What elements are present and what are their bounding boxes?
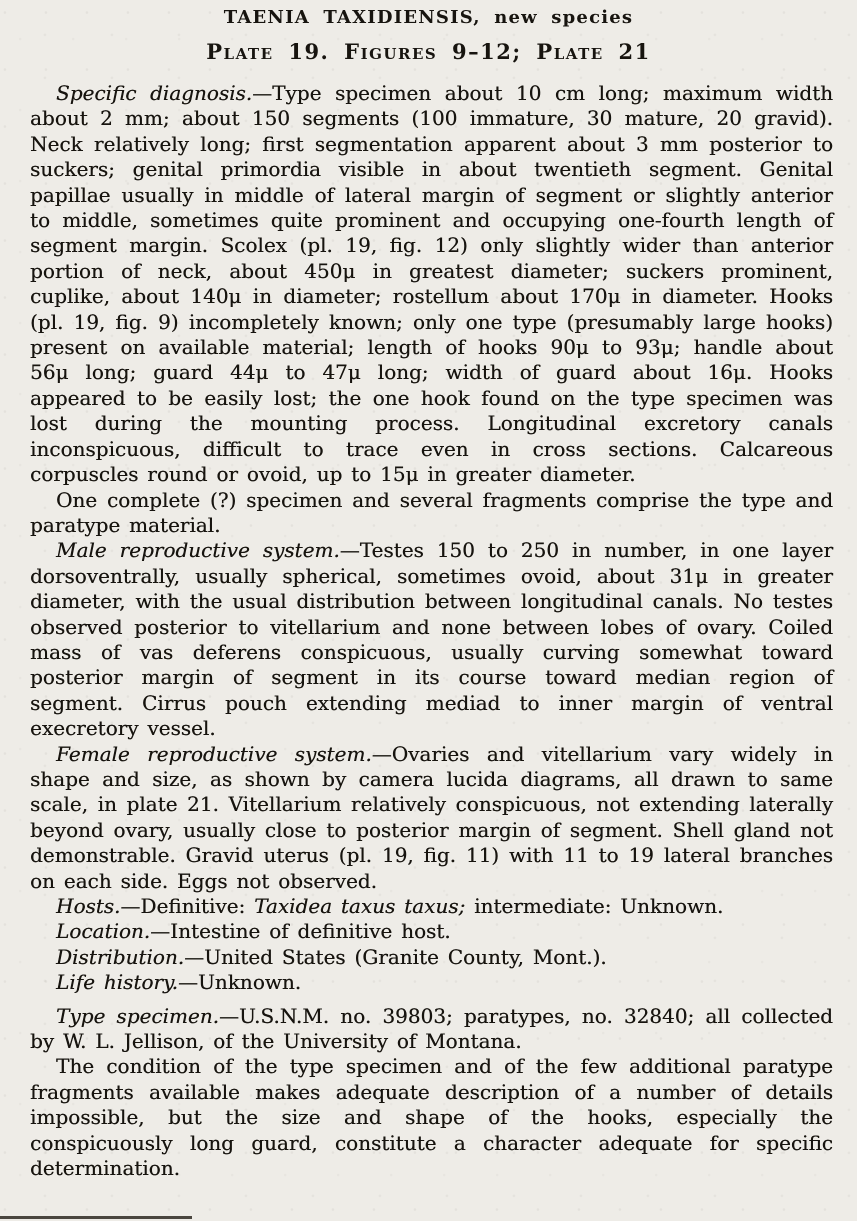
host-species-name: Taxidea taxus taxus; xyxy=(254,894,466,918)
paragraph-life-history xyxy=(30,970,833,995)
specific-diagnosis-text: —Type specimen about 10 cm long; maximum width about 2 mm; about 150 segments (100 immature, 30 mature, 20 gravid). Neck relatively long; first segmentation apparent about 3 mm posterior to suckers; genital primordia visible in about twentieth segment. Genital papillae usually in middle of lateral margin of segment or slightly anterior to middle, sometimes quite prominent and occupying one-fourth length of segment margin. Scolex (pl. 19, fig. 12) only slightly wider than anterior portion of neck, about 450μ in greatest diameter; suckers prominent, cuplike, about 140μ in diameter; rostellum about 170μ in diameter. Hooks (pl. 19, fig. 9) incompletely known; only one type (presumably large hooks) present on available material; length of hooks 90μ to 93μ; handle about 56μ long; guard 44μ to 47μ long; width of guard about 16μ. Hooks appeared to be easily lost; the one hook found on the type specimen was lost during the mounting process. Longitudinal excretory canals inconspicuous, difficult to trace even in cross sections. Calcareous corpuscles round or ovoid, up to 15μ in greater diameter. xyxy=(30,81,834,487)
life-history-lead: Life history. xyxy=(56,970,178,995)
body-text-column xyxy=(30,81,833,1181)
paragraph-material-note xyxy=(30,488,833,539)
life-history-text: —Unknown. xyxy=(177,970,302,995)
species-title: TAENIA TAXIDIENSIS, new species xyxy=(223,7,634,28)
female-system-lead: Female reproductive system. xyxy=(56,741,372,766)
hosts-lead: Hosts. xyxy=(56,894,121,918)
location-lead: Location. xyxy=(56,919,151,944)
paragraph-type-specimen xyxy=(30,1004,833,1055)
location-text: —Intestine of definitive host. xyxy=(150,919,451,944)
male-system-text: —Testes 150 to 250 in number, in one layer dorsoventrally, usually spherical, sometimes ovoid, about 31μ in greater diameter, with the usual distribution between longitudinal canals. No testes observed posterior to vitellarium and none between lobes of ovary. Coiled mass of vas deferens conspicuous, usually curving somewhat toward posterior margin of segment in its course toward median region of segment. Cirrus pouch extending mediad to inner margin of ventral execretory vessel. xyxy=(30,538,834,741)
paragraph-female-reproductive-system xyxy=(30,742,833,894)
distribution-lead: Distribution. xyxy=(56,944,185,969)
paragraph-condition-note xyxy=(30,1054,833,1181)
plate-figure-caption: Plate 19. Figures 9–12; Plate 21 xyxy=(206,39,651,64)
male-system-lead: Male reproductive system. xyxy=(56,538,340,563)
paragraph-distribution xyxy=(30,945,833,970)
distribution-text: —United States (Granite County, Mont.). xyxy=(184,944,607,969)
female-system-text: —Ovaries and vitellarium vary widely in shape and size, as shown by camera lucida diagrams, all drawn to same scale, in plate 21. Vitellarium relatively conspicuous, not extending laterally beyond ovary, usually close to posterior margin of segment. Shell gland not demonstrable. Gravid uterus (pl. 19, fig. 11) with 11 to 19 lateral branches on each side. Eggs not observed. xyxy=(30,741,833,893)
specific-diagnosis-lead: Specific diagnosis. xyxy=(56,81,253,105)
material-note-text: One complete (?) specimen and several fragments comprise the type and paratype material. xyxy=(30,487,833,537)
type-specimen-text: —U.S.N.M. no. 39803; paratypes, no. 32840; all collected by W. L. Jellison, of the University of Montana. xyxy=(30,1003,833,1054)
hosts-definitive-text: —Definitive: xyxy=(120,894,255,918)
paragraph-hosts xyxy=(30,894,833,919)
paragraph-male-reproductive-system xyxy=(30,538,833,741)
hosts-intermediate-text: intermediate: Unknown. xyxy=(465,894,724,918)
paragraph-specific-diagnosis xyxy=(30,81,833,488)
paragraph-location xyxy=(30,919,833,944)
condition-note-text: The condition of the type specimen and of the few additional paratype fragments available makes adequate description of a number of details impossible, but the size and shape of the hooks, especially the conspicuously long guard, constitute a character adequate for specific determination. xyxy=(30,1054,833,1181)
type-specimen-lead: Type specimen. xyxy=(56,1003,219,1028)
bottom-page-rule-artifact xyxy=(0,1216,192,1219)
